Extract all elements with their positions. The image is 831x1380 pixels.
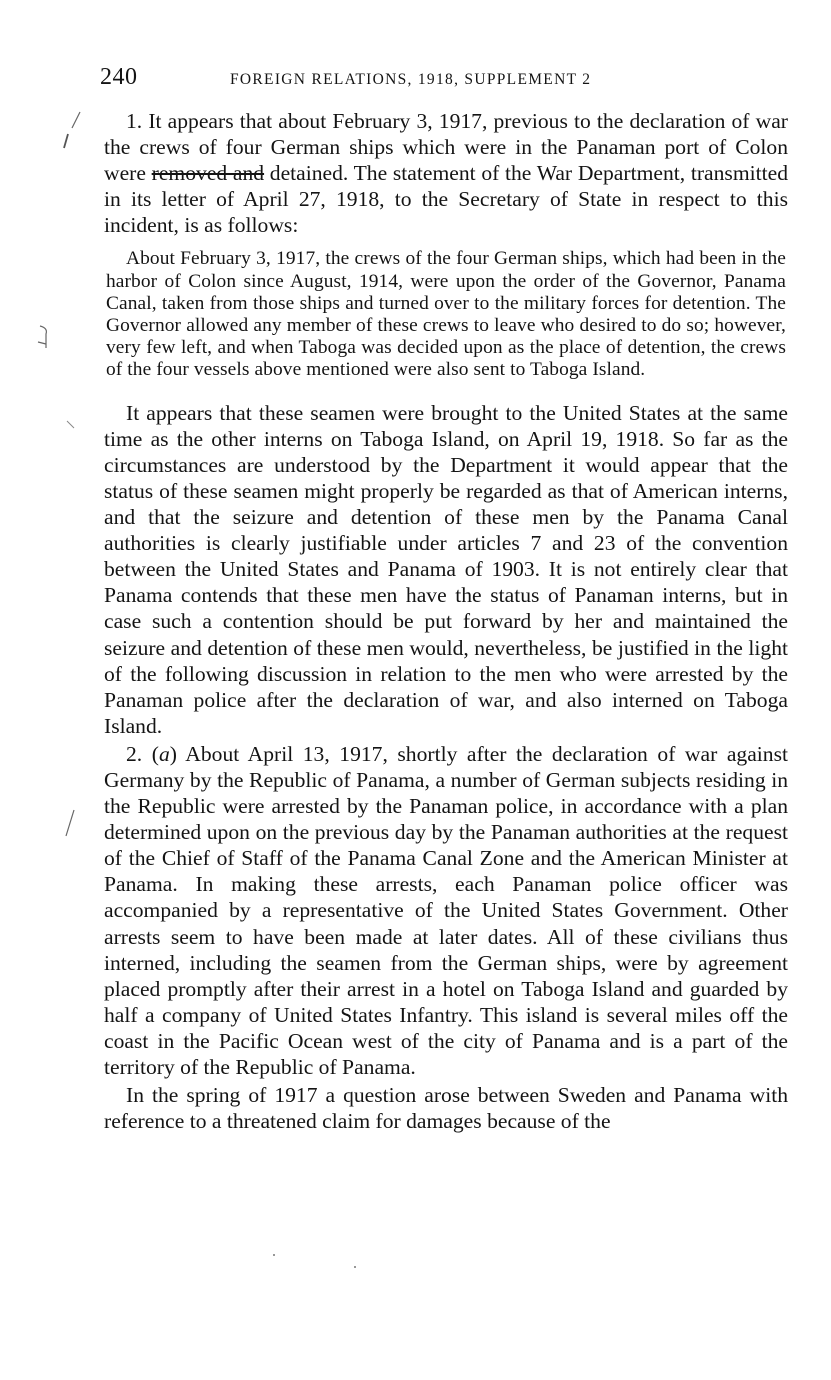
page-header — [100, 62, 790, 96]
struck-text: removed and — [151, 161, 265, 186]
page-speck-2 — [354, 1266, 356, 1268]
paragraph-1-end: detained. The statement of the War Department, transmitted in its letter of April 27, 1918, to the Secretary of State in respect to this incident, is as follows: — [104, 161, 788, 238]
paragraph-1-start: 1. It appears that about February 3, 1917, previous to the declaration of war the crews of four German ships which were in the Panaman port of Colon were — [104, 109, 788, 186]
page-speck-1 — [273, 1254, 275, 1256]
paragraph-3-letter: a — [158, 741, 170, 766]
body-text — [104, 108, 788, 1134]
margin-pencil-mark-2 — [34, 322, 60, 352]
margin-pencil-mark-4 — [60, 806, 82, 842]
running-head: FOREIGN RELATIONS, 1918, SUPPLEMENT 2 — [230, 71, 592, 88]
paragraph-1 — [104, 108, 788, 238]
paragraph-3-text: ) About April 13, 1917, shortly after the declaration of war against Germany by the Republic of Panama, a number of German subjects residing in the Republic were arrested by the Panaman police, in accordance with a plan determined upon on the previous day by the Panaman authorities at the request of the Chief of Staff of the Panama Canal Zone and the American Minister at Panama. In making these arrests, each Panaman police officer was accompanied by a representative of the United States Government. Other arrests seem to have been made at later dates. All of these civilians thus interned, including the seamen from the German ships, were by agreement placed promptly after their arrest in a hotel on Taboga Island and guarded by half a company of United States Infantry. This island is several miles off the coast in the Pacific Ocean west of the city of Panama and is a part of the territory of the Republic of Panama. — [104, 741, 788, 1080]
paragraph-2: It appears that these seamen were brought to the United States at the same time as the other interns on Taboga Island, on April 19, 1918. So far as the circumstances are understood by the Department it would appear that the status of these seamen might properly be regarded as that of American interns, and that the seizure and detention of these men by the Panama Canal authorities is clearly justifiable under articles 7 and 23 of the convention between the United States and Panama of 1903. It is not entirely clear that Panama contends that these men have the status of Panaman interns, but in case such a contention should be put forward by her and maintained the seizure and detention of these men would, nevertheless, be justified in the light of the following discussion in relation to the men who were arrested by the Panaman police after the declaration of war, and also interned on Taboga Island. — [104, 400, 788, 738]
paragraph-3 — [104, 741, 788, 1080]
margin-pencil-mark-3 — [64, 418, 78, 432]
block-quote: About February 3, 1917, the crews of the four German ships, which had been in the harbor of Colon since August, 1914, were upon the order of the Governor, Panama Canal, taken from those ships and turned over to the military forces for detention. The Governor allowed any member of these crews to leave who desired to do so; however, very few left, and when Taboga was decided upon as the place of detention, the crews of the four vessels above mentioned were also sent to Taboga Island. — [106, 248, 786, 381]
paragraph-4: In the spring of 1917 a question arose between Sweden and Panama with reference to a threatened claim for damages because of the — [104, 1083, 788, 1134]
page-number: 240 — [100, 64, 138, 90]
margin-pencil-mark-1 — [58, 108, 88, 154]
paragraph-3-number: 2. ( — [126, 741, 159, 766]
